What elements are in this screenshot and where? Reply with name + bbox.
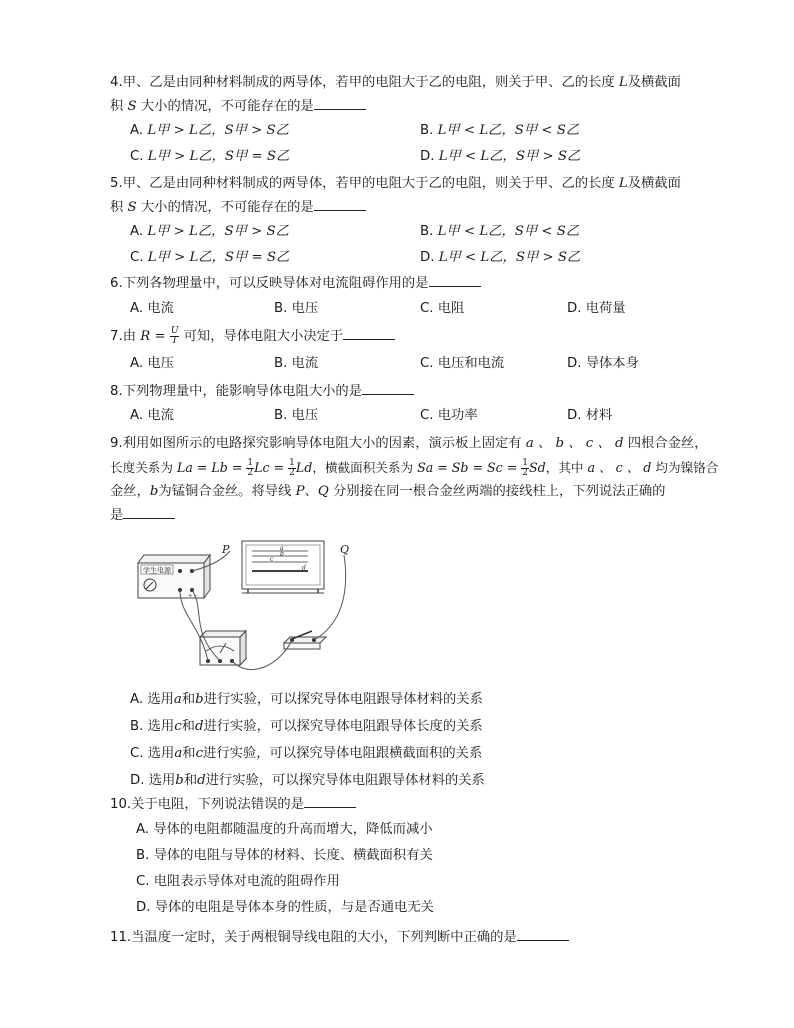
question-5: 5.甲、乙是由同种材料制成的两导体，若甲的电阻大于乙的电阻，则关于甲、乙的长度 L及横截面 积 S 大小的情况，不可能存在的是 bbox=[110, 176, 681, 215]
demo-board bbox=[242, 541, 324, 593]
formula: R = bbox=[140, 329, 166, 344]
option-c[interactable]: C. L甲 > L乙，S甲 = S乙 bbox=[130, 250, 290, 265]
question-8: 8.下列物理量中，能影响导体电阻大小的是 bbox=[110, 380, 710, 404]
answer-blank[interactable] bbox=[429, 272, 481, 287]
option-b[interactable]: B. L甲 < L乙，S甲 < S乙 bbox=[420, 224, 580, 239]
option-c[interactable]: C. L甲 > L乙，S甲 = S乙 bbox=[130, 149, 290, 164]
option-a[interactable]: A. 导体的电阻都随温度的升高而增大，降低而减小 bbox=[136, 822, 433, 837]
question-11: 11.当温度一定时，关于两根铜导线电阻的大小，下列判断中正确的是 bbox=[110, 926, 710, 950]
answer-blank[interactable] bbox=[314, 196, 366, 211]
supply-label: 学生电源 bbox=[143, 566, 171, 575]
question-number: 6. bbox=[110, 276, 123, 291]
option-a[interactable]: A. L甲 > L乙，S甲 > S乙 bbox=[130, 224, 289, 239]
option-b[interactable]: B. 选用c和d进行实验，可以探究导体电阻跟导体长度的关系 bbox=[130, 719, 483, 734]
wire-a-label: a bbox=[280, 545, 284, 552]
answer-blank[interactable] bbox=[343, 325, 395, 340]
question-number: 11. bbox=[110, 930, 132, 945]
option-d[interactable]: D. 导体本身 bbox=[567, 356, 639, 371]
option-a[interactable]: A. 电流 bbox=[130, 408, 174, 423]
question-9: 9.利用如图所示的电路探究影响导体电阻大小的因素，演示板上固定有 a 、 b 、 c 、 d 四根合金丝， 长度关系为 La = Lb = $\frac{1}{2}$ Lc = $\frac{1}{2}$ Ld，横截面积关系为 Sa = Sb = Sc = $\frac{1}{2}$ Sd，其中 a 、 c 、 d 均为镍铬合 金丝，b为锰铜合金丝。将导线 P、Q 分别接在同一根合金丝两端的接线柱上，下列说法正确的 是 bbox=[110, 436, 719, 523]
svg-text:+ −: + − bbox=[188, 593, 198, 599]
circuit-figure bbox=[130, 535, 370, 685]
question-number: 9. bbox=[110, 436, 123, 451]
wire-b-label: b bbox=[280, 550, 284, 558]
ammeter bbox=[200, 631, 246, 665]
option-c[interactable]: C. 电功率 bbox=[420, 408, 478, 423]
switch bbox=[284, 631, 326, 649]
label-q: Q bbox=[340, 543, 350, 556]
option-a[interactable]: A. 电流 bbox=[130, 301, 174, 316]
wire-c-label: c bbox=[270, 556, 274, 563]
wire-d-label: d bbox=[302, 564, 306, 572]
question-10: 10.关于电阻，下列说法错误的是 bbox=[110, 793, 710, 817]
option-b[interactable]: B. 导体的电阻与导体的材料、长度、横截面积有关 bbox=[136, 848, 433, 863]
option-a[interactable]: A. 选用a和b进行实验，可以探究导体电阻跟导体材料的关系 bbox=[130, 692, 483, 707]
option-d[interactable]: D. L甲 < L乙，S甲 > S乙 bbox=[420, 250, 581, 265]
question-number: 10. bbox=[110, 797, 132, 812]
label-p: P bbox=[222, 543, 230, 556]
question-4: 4.甲、乙是由同种材料制成的两导体，若甲的电阻大于乙的电阻，则关于甲、乙的长度 L及横截面 积 S 大小的情况，不可能存在的是 bbox=[110, 75, 681, 114]
answer-blank[interactable] bbox=[123, 504, 175, 519]
option-c[interactable]: C. 电阻 bbox=[420, 301, 465, 316]
option-b[interactable]: B. 电压 bbox=[274, 301, 319, 316]
fraction: $\frac{U}{I}$ bbox=[170, 325, 179, 346]
answer-blank[interactable] bbox=[304, 793, 356, 808]
option-a[interactable]: A. L甲 > L乙，S甲 > S乙 bbox=[130, 123, 289, 138]
option-b[interactable]: B. 电流 bbox=[274, 356, 319, 371]
question-number: 4. bbox=[110, 75, 123, 90]
option-d[interactable]: D. 电荷量 bbox=[567, 301, 626, 316]
option-c[interactable]: C. 电压和电流 bbox=[420, 356, 505, 371]
question-6: 6.下列各物理量中，可以反映导体对电流阻碍作用的是 bbox=[110, 272, 710, 296]
option-c[interactable]: C. 选用a和c进行实验，可以探究导体电阻跟横截面积的关系 bbox=[130, 746, 483, 761]
option-d[interactable]: D. L甲 < L乙，S甲 > S乙 bbox=[420, 149, 581, 164]
answer-blank[interactable] bbox=[314, 95, 366, 110]
answer-blank[interactable] bbox=[517, 926, 569, 941]
option-c[interactable]: C. 电阻表示导体对电流的阻碍作用 bbox=[136, 874, 340, 889]
option-d[interactable]: D. 材料 bbox=[567, 408, 613, 423]
power-supply bbox=[138, 555, 210, 599]
question-number: 8. bbox=[110, 384, 123, 399]
question-number: 7. bbox=[110, 329, 123, 344]
option-d[interactable]: D. 导体的电阻是导体本身的性质，与是否通电无关 bbox=[136, 900, 434, 915]
question-7: 7.由 R = $\frac{U}{I}$ 可知，导体电阻大小决定于 bbox=[110, 325, 710, 349]
option-d[interactable]: D. 选用b和d进行实验，可以探究导体电阻跟导体材料的关系 bbox=[130, 773, 485, 788]
option-b[interactable]: B. L甲 < L乙，S甲 < S乙 bbox=[420, 123, 580, 138]
question-number: 5. bbox=[110, 176, 123, 191]
option-b[interactable]: B. 电压 bbox=[274, 408, 319, 423]
answer-blank[interactable] bbox=[362, 380, 414, 395]
option-a[interactable]: A. 电压 bbox=[130, 356, 174, 371]
